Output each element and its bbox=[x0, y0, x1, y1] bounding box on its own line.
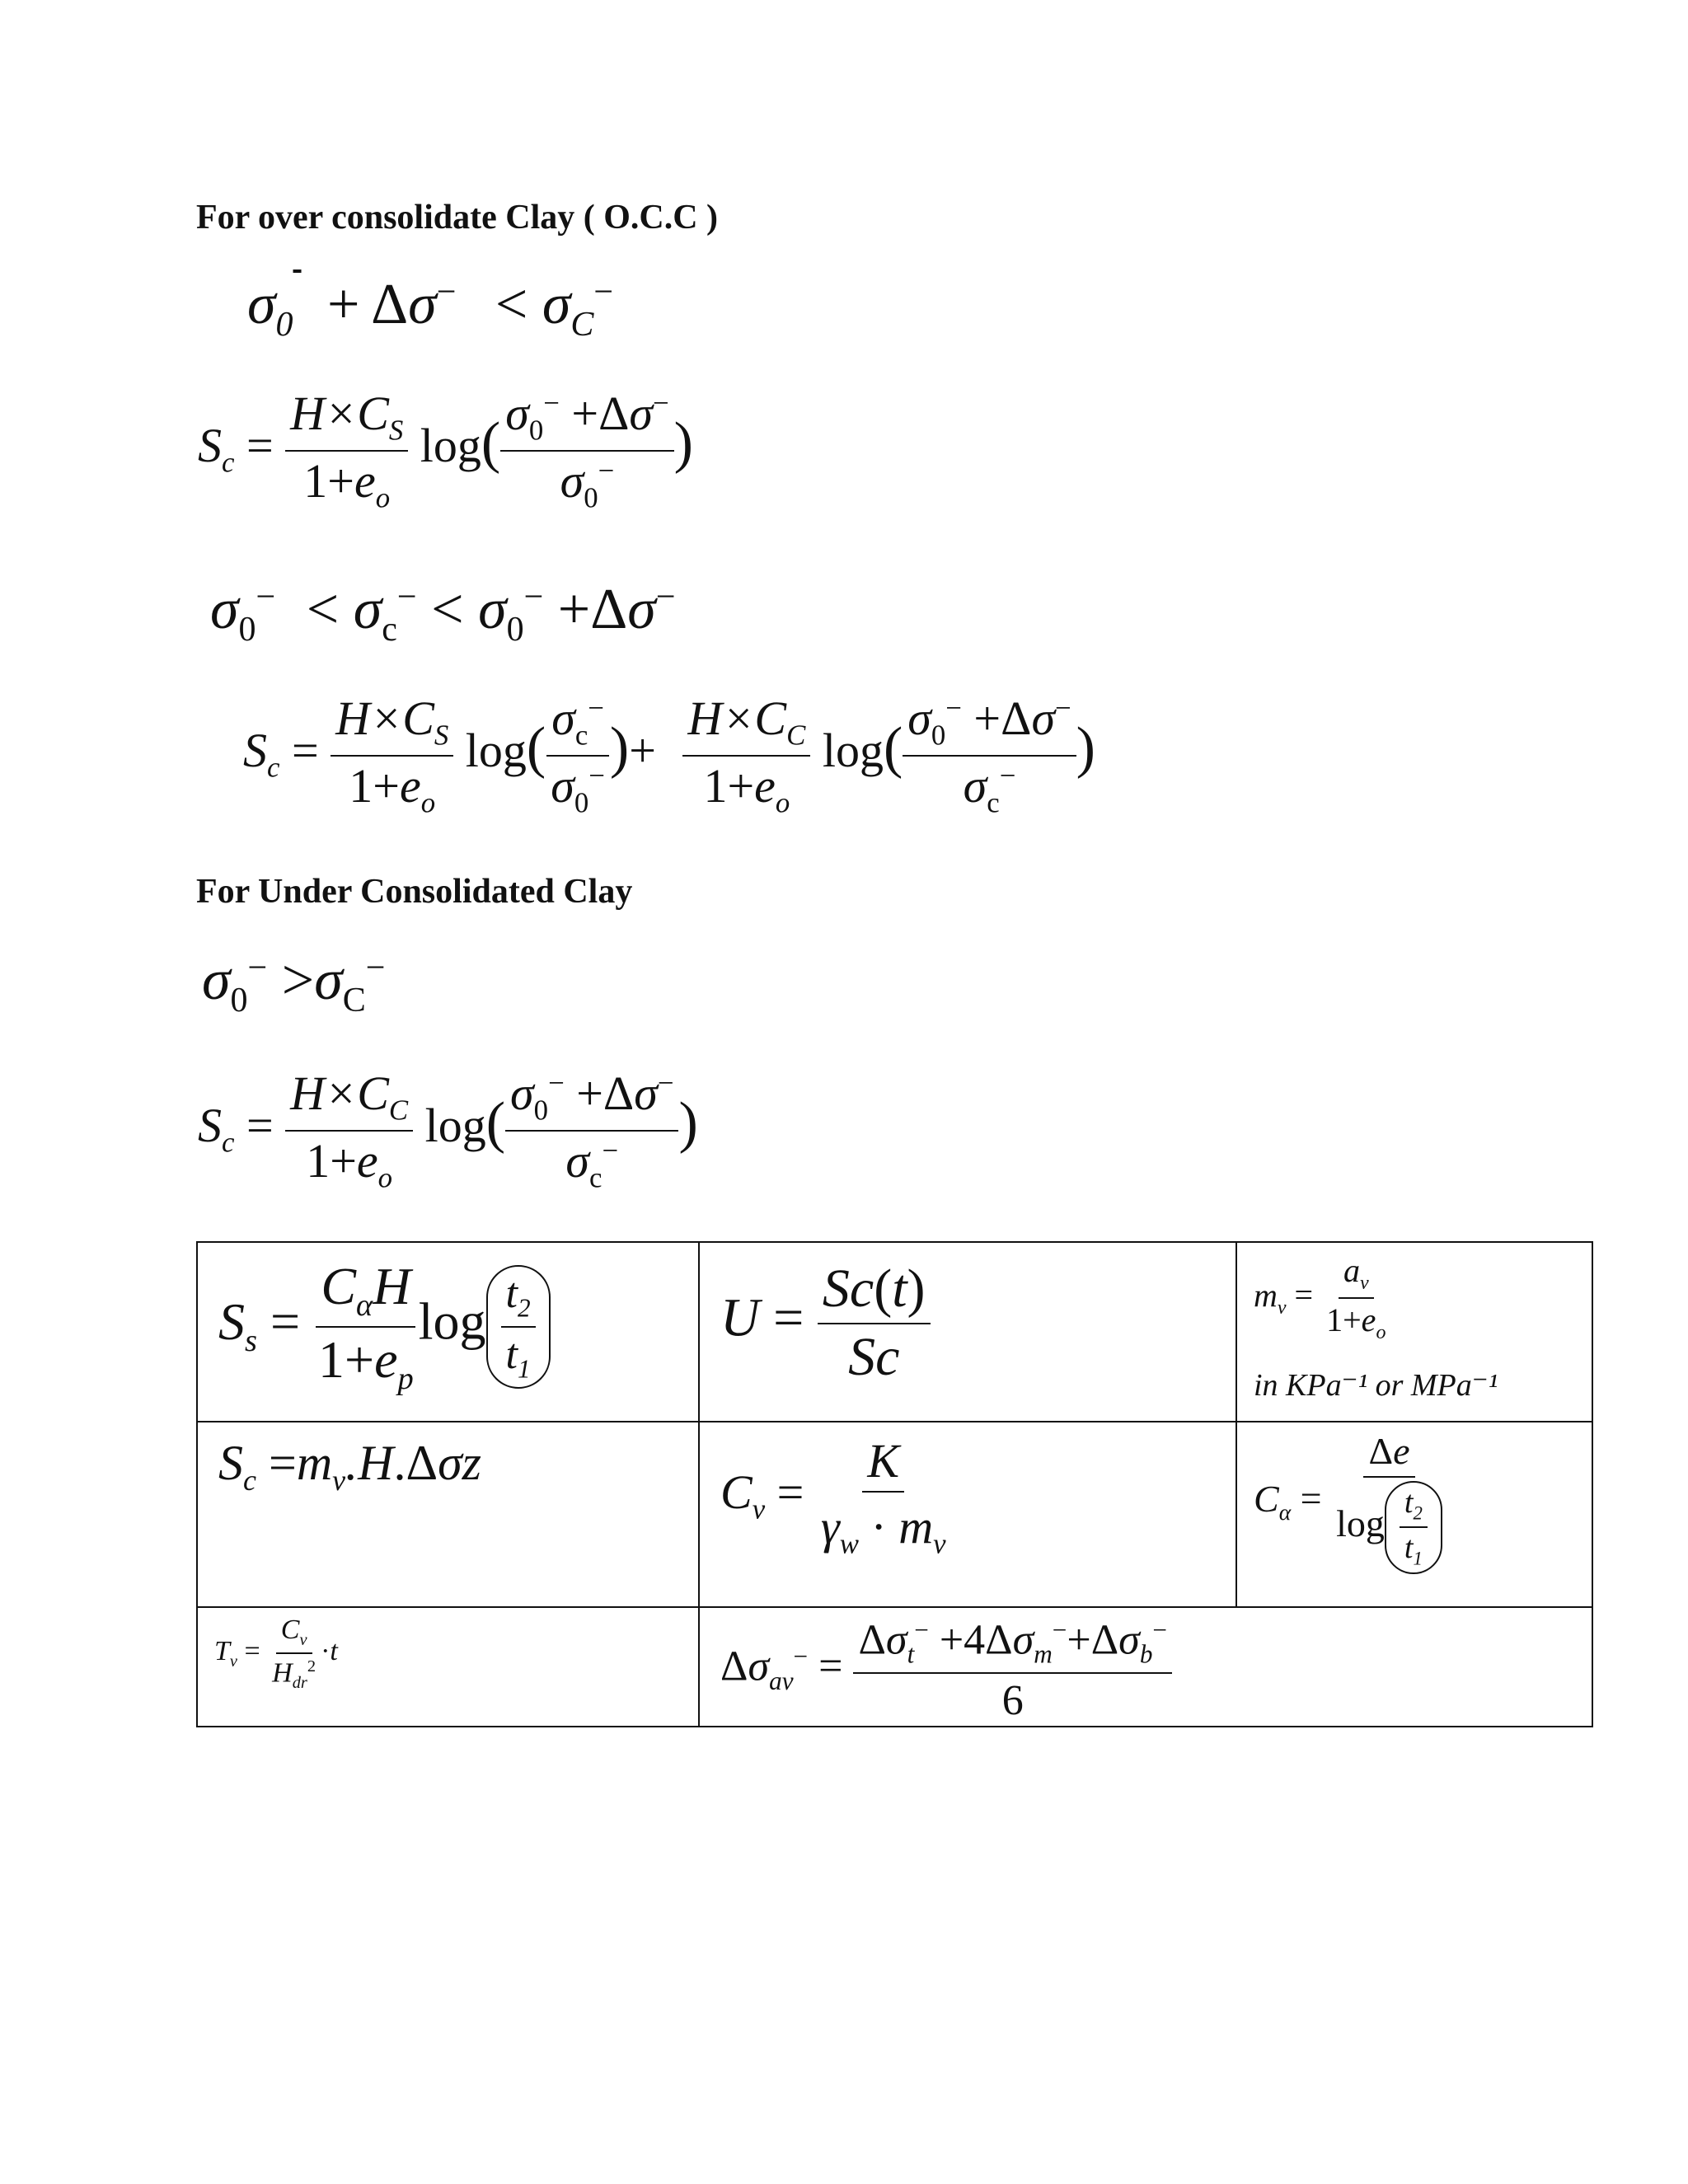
heading-ucc: For Under Consolidated Clay bbox=[196, 873, 633, 911]
heading-occ: For over consolidate Clay ( O.C.C ) bbox=[196, 199, 719, 237]
equation-ucc-settlement: $S_c$ = $\frac{H\times C_C}{1+e_o}$ log( $\frac{\sigma_0^- +\Delta\sigma^-}{\sigma_c^-}$ ) bbox=[198, 1066, 698, 1194]
equation-occ-condition: $\sigma_0 + \Delta\sigma^- < \sigma_C^-$ bbox=[247, 273, 614, 344]
equation-occ-case-2-condition: $\sigma_0^- < \sigma_c^- < \sigma_0^- +\Delta\sigma^-$ bbox=[210, 578, 676, 649]
cell-degree-consolidation: U = $\frac{Sc(t)}{Sc}$ bbox=[699, 1242, 1236, 1422]
cell-secondary-compression-index: $C_\alpha$ = Δe log $\frac{t_2}{t_1}$ bbox=[1236, 1422, 1592, 1607]
denominator-six: 6 bbox=[1001, 1677, 1024, 1725]
cell-coefficient-consolidation: $C_v$ = $\frac{K}{\gamma_w \cdot m_v}$ bbox=[699, 1422, 1236, 1607]
formula-table bbox=[196, 1241, 1593, 1727]
cell-time-factor: $T_v$ = $\frac{C_v}{H_{dr}^2}$ ·t bbox=[197, 1607, 699, 1727]
units-label: in KPa⁻¹ or MPa⁻¹ bbox=[1254, 1368, 1498, 1403]
equation-ucc-condition: $\sigma_0^- >\sigma_C^-$ bbox=[202, 949, 386, 1019]
cell-consolidation-settlement: $S_c =m_v.H.\Delta\sigma z$ bbox=[197, 1422, 699, 1607]
cell-secondary-settlement: $S_s$ = $\frac{C_\alpha H}{1+e_p}$ log $\frac{t_2}{t_1}$ bbox=[197, 1242, 699, 1422]
equation-occ-settlement-2: $S_c$ = $\frac{H\times C_S}{1+e_o}$ log( $\frac{\sigma_c^-}{\sigma_0^-}$ )+ $\frac{H\times C_C}{1+e_o}$ log( $\frac{\sigma_0^- +\Delta\sigma^-}{\sigma_c^-}$ ) bbox=[243, 691, 1095, 819]
cell-average-stress: $\Delta\sigma_{av}^-$ = $\frac{\Delta\sigma_t^- +4\Delta\sigma_m^-+\Delta\sigma_b^-}{6}$ bbox=[699, 1607, 1592, 1727]
cell-volume-compressibility: $m_v$ = $\frac{a_v}{1+e_o}$ in KPa⁻¹ or MPa⁻¹ bbox=[1236, 1242, 1592, 1422]
equation-occ-settlement-1: $S_c$ = $\frac{H\times C_S}{1+e_o}$ log( $\frac{\sigma_0^- +\Delta\sigma^-}{\sigma_0^-}$ ) bbox=[198, 387, 693, 514]
